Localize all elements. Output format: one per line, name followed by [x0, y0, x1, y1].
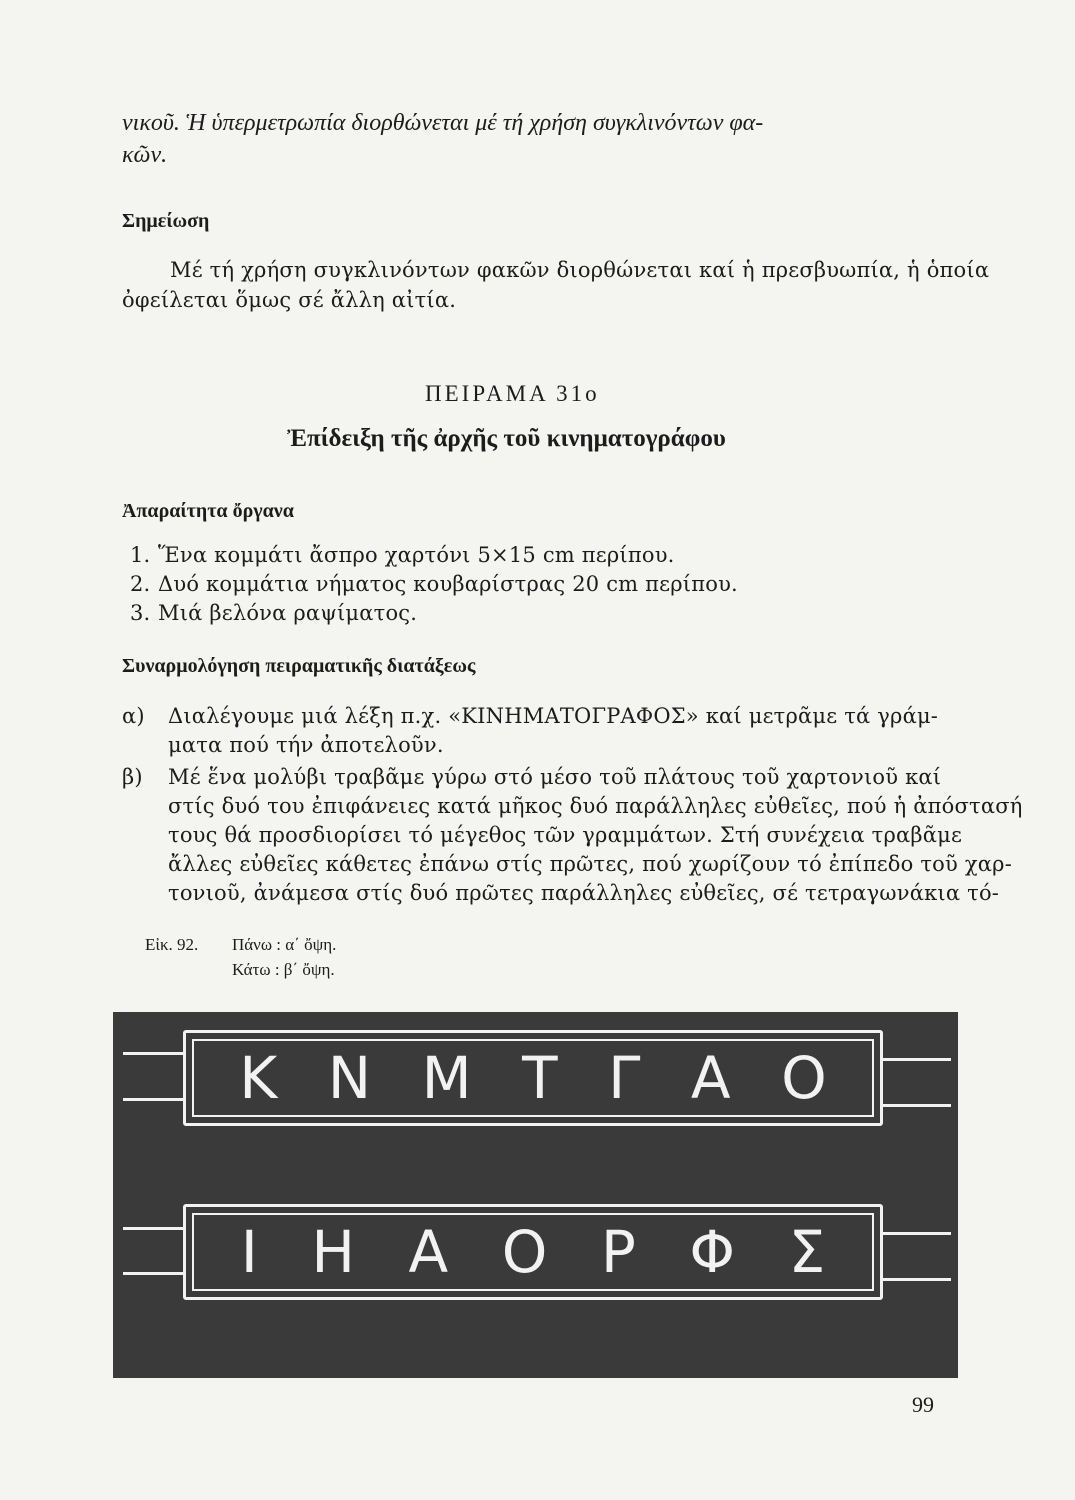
card-letter: Η: [311, 1218, 355, 1286]
step-a-text: Διαλέγουμε μιά λέξη π.χ. «ΚΙΝΗΜΑΤΟΓΡΑΦΟΣ» καί μετρᾶμε τά γράμ-: [168, 704, 939, 728]
note-line-1: Μέ τή χρήση συγκλινόντων φακῶν διορθώνεται καί ἡ πρεσβυωπία, ἡ ὁποία: [170, 258, 990, 282]
materials-item-number: 1.: [130, 543, 151, 567]
card-letter: Σ: [788, 1218, 826, 1286]
materials-item-text: Δυό κομμάτια νήματος κουβαρίστρας 20 cm περίπου.: [158, 572, 738, 596]
step-b-text: Μέ ἕνα μολύβι τραβᾶμε γύρω στό μέσο τοῦ πλάτους τοῦ χαρτονιοῦ καί: [168, 765, 942, 789]
card-letter: Κ: [239, 1044, 278, 1112]
figure-caption-bottom: Κάτω : β΄ ὄψη.: [232, 960, 335, 979]
thread-right-top-1: [883, 1058, 951, 1061]
materials-item-text: Ἕνα κομμάτι ἄσπρο χαρτόνι 5×15 cm περίπου.: [158, 543, 675, 567]
card-letter: Ν: [327, 1044, 372, 1112]
materials-item: [130, 572, 738, 596]
card-letter: Ο: [781, 1044, 827, 1112]
card-front-view: [183, 1030, 883, 1126]
assembly-step-b-line-1: [122, 765, 941, 789]
step-b-label: β): [122, 765, 143, 789]
note-heading: Σημείωση: [122, 210, 210, 232]
card-letter: Γ: [608, 1044, 641, 1112]
assembly-step-a-line-1: [122, 704, 938, 728]
thread-right-bottom-2: [883, 1278, 951, 1281]
note-line-2: ὀφείλεται ὅμως σέ ἄλλη αἰτία.: [122, 288, 457, 312]
materials-item: [130, 543, 675, 567]
assembly-step-a-line-2: ματα πού τήν ἀποτελοῦν.: [168, 733, 444, 757]
materials-item: [130, 601, 417, 625]
experiment-title: Ἐπίδειξη τῆς ἀρχῆς τοῦ κινηματογράφου: [287, 425, 726, 452]
figure-caption-top: Πάνω : α΄ ὄψη.: [232, 935, 337, 954]
thread-left-top-1: [123, 1052, 183, 1055]
materials-item-number: 3.: [130, 601, 151, 625]
thread-right-bottom-1: [883, 1232, 951, 1235]
figure-92-photo: [113, 1012, 958, 1378]
card-letter: Μ: [421, 1044, 472, 1112]
top-text-line-1: νικοῦ. Ἡ ὑπερμετρωπία διορθώνεται μέ τή χρήση συγκλινόντων φα-: [122, 110, 764, 136]
experiment-number: ΠΕΙΡΑΜΑ 31ο: [425, 381, 600, 406]
card-letter: Α: [690, 1044, 731, 1112]
assembly-heading: Συναρμολόγηση πειραματικῆς διατάξεως: [122, 655, 476, 677]
card-front-letters: [192, 1039, 874, 1117]
thread-right-top-2: [883, 1104, 951, 1107]
assembly-step-b-line-2: στίς δυό του ἐπιφάνειες κατά μῆκος δυό παράλληλες εὐθεῖες, πού ἡ ἀπόστασή: [168, 794, 1023, 818]
card-letter: Ι: [240, 1218, 258, 1286]
thread-left-bottom-2: [123, 1272, 183, 1275]
figure-caption-label: Εἰκ. 92.: [145, 935, 199, 954]
card-letter: Φ: [689, 1218, 736, 1286]
card-letter: Ρ: [600, 1218, 636, 1286]
card-back-letters: [192, 1213, 874, 1291]
thread-left-bottom-1: [123, 1227, 183, 1230]
materials-item-text: Μιά βελόνα ραψίματος.: [158, 601, 418, 625]
assembly-step-b-line-4: ἄλλες εὐθεῖες κάθετες ἐπάνω στίς πρῶτες, πού χωρίζουν τό ἐπίπεδο τοῦ χαρ-: [168, 852, 1012, 876]
card-letter: Α: [408, 1218, 449, 1286]
card-letter: Ο: [501, 1218, 548, 1286]
top-text-line-2: κῶν.: [122, 142, 168, 168]
step-a-label: α): [122, 704, 145, 728]
assembly-step-b-line-3: τους θά προσδιορίσει τό μέγεθος τῶν γραμμάτων. Στή συνέχεια τραβᾶμε: [168, 823, 963, 847]
card-back-view: [183, 1204, 883, 1300]
page-number: 99: [912, 1392, 934, 1417]
materials-heading: Ἀπαραίτητα ὄργανα: [122, 500, 294, 522]
assembly-step-b-line-5: τονιοῦ, ἀνάμεσα στίς δυό πρῶτες παράλληλες εὐθεῖες, σέ τετραγωνάκια τό-: [168, 881, 1000, 905]
card-letter: Τ: [522, 1044, 558, 1112]
thread-left-top-2: [123, 1098, 183, 1101]
materials-item-number: 2.: [130, 572, 151, 596]
